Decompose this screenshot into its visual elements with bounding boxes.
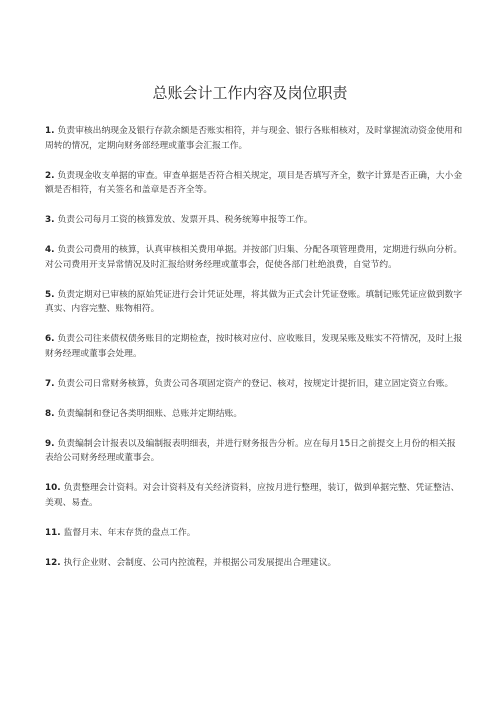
duty-item — [45, 407, 463, 422]
duty-text: 监督月末、年末存货的盘点工作。 — [63, 527, 196, 538]
duty-item — [45, 332, 463, 361]
duty-number: 1. — [45, 126, 55, 136]
duty-number: 9. — [45, 438, 55, 449]
duty-text: 负责编制和登记各类明细账、总账并定期结账。 — [57, 408, 243, 419]
duty-number: 12. — [45, 557, 61, 568]
duty-text: 负责定期对已审核的原始凭证进行会计凭证处理，将其做为正式会计凭证登账。填制记账凭证应做到数字真实、内容完整、账物相符。 — [45, 289, 463, 314]
duty-number: 11. — [45, 527, 61, 538]
duty-text: 负责公司每月工资的核算发放、发票开具、税务统筹申报等工作。 — [57, 215, 313, 225]
duty-number: 2. — [45, 170, 55, 181]
duty-text: 负责公司日常财务核算，负责公司各项固定资产的登记、核对，按规定计提折旧，建立固定资立台账。 — [57, 378, 454, 389]
duty-list — [45, 124, 463, 586]
duty-number: 5. — [45, 289, 55, 300]
duty-item — [45, 213, 463, 228]
duty-item — [45, 288, 463, 317]
duty-item — [45, 377, 463, 392]
duty-item — [45, 526, 463, 541]
duty-text: 负责编制会计报表以及编制报表明细表，并进行财务报告分析。应在每月15日之前提交上月份的相关报表给公司财务经理或董事会。 — [45, 438, 456, 463]
duty-text: 负责整理会计资料。对会计资料及有关经济资料，应按月进行整理，装订，做到单据完整、凭证整洁、美观、易查。 — [45, 483, 460, 508]
document-title: 总账会计工作内容及岗位职责 — [152, 84, 348, 102]
duty-number: 7. — [45, 378, 55, 389]
duty-text: 负责现金收支单据的审查。审查单据是否符合相关规定，项目是否填写齐全，数字计算是否正确，大小金额是否相符，有关签名和盖章是否齐全等。 — [45, 170, 463, 195]
duty-item — [45, 437, 463, 466]
duty-number: 10. — [45, 483, 61, 493]
duty-number: 4. — [45, 245, 55, 255]
duty-number: 8. — [45, 408, 55, 419]
duty-number: 3. — [45, 215, 55, 225]
duty-text: 执行企业财、会制度、公司内控流程，并根据公司发展提出合理建议。 — [63, 557, 337, 568]
duty-item — [45, 243, 463, 272]
duty-text: 负责公司费用的核算，认真审核相关费用单据。并按部门归集、分配各项管理费用，定期进行纵向分析。对公司费用开支异常情况及时汇报给财务经理或董事会，促使各部门杜绝浪费，自觉节约。 — [45, 245, 463, 270]
duty-text: 负责审核出纳现金及银行存款余额是否账实相符，并与现金、银行各账相核对，及时掌握流动资金使用和周转的情况，定期向财务部经理或董事会汇报工作。 — [45, 126, 463, 151]
duty-item — [45, 169, 463, 198]
duty-item — [45, 481, 463, 510]
duty-text: 负责公司往来债权债务账目的定期检查，按时核对应付、应收账目，发现呆账及账实不符情况，及时上报财务经理或董事会处理。 — [45, 334, 463, 359]
duty-item — [45, 124, 463, 153]
duty-item — [45, 556, 463, 571]
duty-number: 6. — [45, 334, 55, 344]
